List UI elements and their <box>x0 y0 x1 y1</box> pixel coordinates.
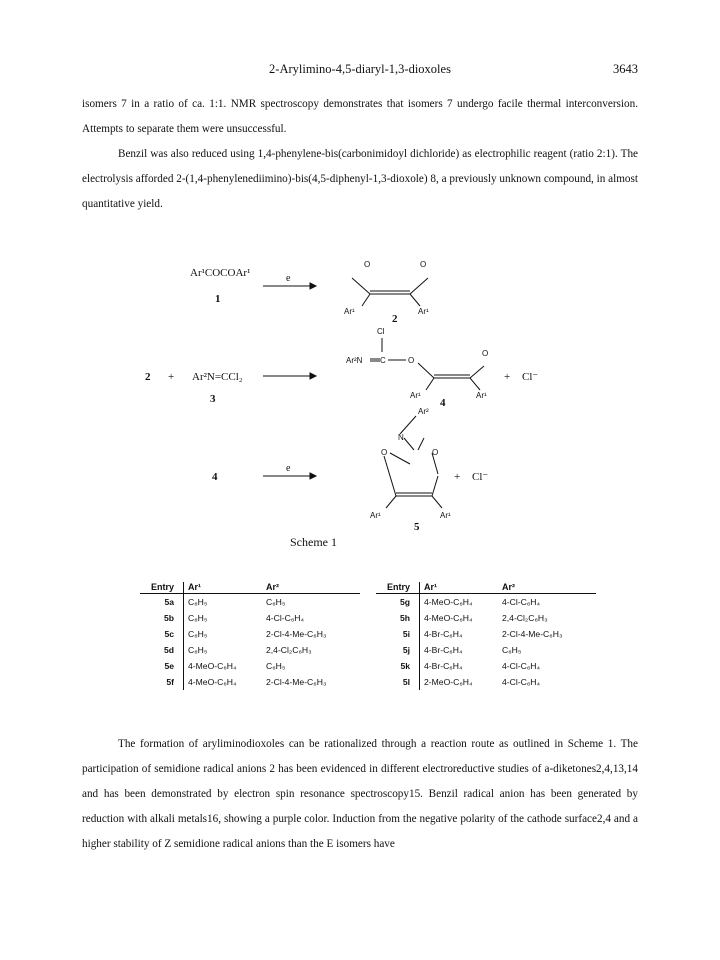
table-row <box>376 610 596 626</box>
table-row <box>140 674 360 690</box>
entry-cell: 5k <box>376 658 420 674</box>
atom-label: O <box>381 448 388 457</box>
page-number: 3643 <box>613 62 638 76</box>
entry-cell: 5e <box>140 658 184 674</box>
entry-cell: 5g <box>376 594 420 611</box>
ar1-cell: 4-MeO-C₆H₄ <box>424 613 473 623</box>
table-row <box>376 658 596 674</box>
paragraph: Benzil was also reduced using 1,4-phenylene-bis(carbonimidoyl dichloride) as electrophilic reagent (ratio 2:1). The electrolysis afforded 2-(1,4-phenylenediimino)-bis(4,5-diphenyl-1,3-dioxole) 8, a previously unknown compound, in almost quantitative yield. <box>82 148 638 210</box>
column-header: Ar² <box>498 582 596 594</box>
aryl-label: Ar¹ <box>410 391 421 400</box>
entry-cell: 5d <box>140 642 184 658</box>
intro-text <box>82 92 638 217</box>
table-row <box>140 610 360 626</box>
reactant-1: Ar¹COCOAr¹ <box>190 267 251 279</box>
table-row <box>140 594 360 611</box>
entry-cell: 5i <box>376 626 420 642</box>
table-row <box>140 626 360 642</box>
ar1-cell: C₆H₅ <box>188 629 208 639</box>
ar2-cell: 2,4-Cl₂C₆H₃ <box>266 645 312 655</box>
aryl-label: Ar¹ <box>476 391 487 400</box>
entry-cell: 5h <box>376 610 420 626</box>
atom-label: C <box>380 356 386 365</box>
compound-number: 2 <box>392 313 398 325</box>
chloride-ion: Cl⁻ <box>522 371 539 383</box>
imine-label: Ar²N <box>346 356 363 365</box>
aryl-label: Ar¹ <box>440 511 451 520</box>
ar2-cell: 2-Cl-4-Me-C₆H₃ <box>266 629 327 639</box>
substituent-table-right <box>376 582 596 690</box>
ar1-cell: C₆H₅ <box>188 645 208 655</box>
atom-label: O <box>420 260 427 269</box>
table-row <box>376 594 596 611</box>
aryl-label: Ar¹ <box>344 307 355 316</box>
chloride-ion: Cl⁻ <box>472 471 489 483</box>
ar2-cell: 2,4-Cl₂C₆H₃ <box>502 613 548 623</box>
reagent-3: Ar²N=CCl₂ <box>192 371 243 383</box>
ar2-cell: 4-Cl-C₆H₄ <box>502 661 541 671</box>
ar1-cell: 4-MeO-C₆H₄ <box>424 597 473 607</box>
table-row <box>376 674 596 690</box>
entry-cell: 5l <box>376 674 420 690</box>
compound-number: 3 <box>210 393 216 405</box>
electron-label: e <box>286 273 291 284</box>
ar2-cell: C₆H₅ <box>502 645 522 655</box>
entry-cell: 5f <box>140 674 184 690</box>
ar2-cell: C₆H₅ <box>266 597 286 607</box>
atom-label: O <box>432 448 439 457</box>
ar2-cell: C₆H₅ <box>266 661 286 671</box>
body-text <box>82 732 638 857</box>
entry-cell: 5a <box>140 594 184 611</box>
atom-label: O <box>364 260 371 269</box>
atom-label: N <box>398 433 404 442</box>
entry-cell: 5j <box>376 642 420 658</box>
table-row <box>376 642 596 658</box>
compound-number: 2 <box>145 371 151 383</box>
ar2-cell: 4-Cl-C₆H₄ <box>502 597 541 607</box>
paragraph: isomers 7 in a ratio of ca. 1:1. NMR spectroscopy demonstrates that isomers 7 undergo facile thermal interconversion. Attempts to separate them were unsuccessful. <box>82 98 638 135</box>
substituent-table-left <box>140 582 360 690</box>
entry-cell: 5b <box>140 610 184 626</box>
ar2-cell: 2-Cl-4-Me-C₆H₃ <box>502 629 563 639</box>
ar2-cell: 4-Cl-C₆H₄ <box>502 677 541 687</box>
plus-sign: + <box>454 471 461 483</box>
aryl-label: Ar¹ <box>370 511 381 520</box>
table-row <box>140 642 360 658</box>
atom-label: O <box>482 349 489 358</box>
ar1-cell: 4-MeO-C₆H₄ <box>188 677 237 687</box>
ar1-cell: 4-Br-C₆H₄ <box>424 645 463 655</box>
aryl-label: Ar¹ <box>418 307 429 316</box>
ar1-cell: 4-MeO-C₆H₄ <box>188 661 237 671</box>
ar1-cell: 2-MeO-C₆H₄ <box>424 677 473 687</box>
table-row <box>376 626 596 642</box>
ar1-cell: C₆H₅ <box>188 613 208 623</box>
ar1-cell: C₆H₅ <box>188 597 208 607</box>
atom-label: O <box>408 356 415 365</box>
ar1-cell: 4-Br-C₆H₄ <box>424 661 463 671</box>
column-header: Ar¹ <box>184 582 263 594</box>
column-header: Entry <box>140 582 184 594</box>
column-header: Ar² <box>262 582 360 594</box>
aryl-label: Ar² <box>418 407 429 416</box>
atom-label: Cl <box>377 327 385 336</box>
ar1-cell: 4-Br-C₆H₄ <box>424 629 463 639</box>
compound-number: 1 <box>215 293 221 305</box>
electron-label: e <box>286 463 291 474</box>
paragraph: The formation of aryliminodioxoles can be rationalized through a reaction route as outlined in Scheme 1. The participation of semidione radical anions 2 has been evidenced in different electroreductive studies of a-diketones2,4,13,14 and has been demonstrated by electron spin resonance spectroscopy15. Benzil radical anion has been generated by reduction with alkali metals16, showing a purple color. Induction from the negative polarity of the cathode surface2,4 and a higher stability of Z semidione radical anions than the E isomers have <box>82 738 638 850</box>
compound-number: 4 <box>440 397 446 409</box>
column-header: Ar¹ <box>420 582 499 594</box>
entry-cell: 5c <box>140 626 184 642</box>
ar2-cell: 4-Cl-C₆H₄ <box>266 613 305 623</box>
plus-sign: + <box>504 371 511 383</box>
table-row <box>140 658 360 674</box>
ar2-cell: 2-Cl-4-Me-C₆H₃ <box>266 677 327 687</box>
running-header-title: 2-Arylimino-4,5-diaryl-1,3-dioxoles <box>269 62 451 76</box>
plus-sign: + <box>168 371 175 383</box>
column-header: Entry <box>376 582 420 594</box>
scheme-caption: Scheme 1 <box>290 535 337 549</box>
reaction-scheme <box>0 250 720 550</box>
compound-number: 5 <box>414 521 420 533</box>
compound-number: 4 <box>212 471 218 483</box>
